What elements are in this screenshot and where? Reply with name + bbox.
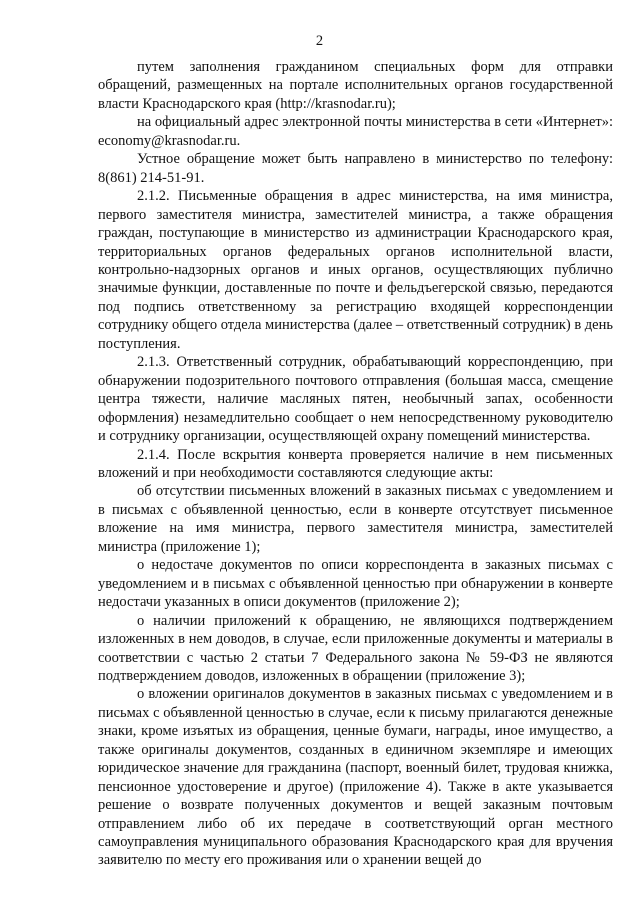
paragraph-act-no-enclosures: об отсутствии письменных вложений в заказных письмах с уведомлением и в письмах с объявленной ценностью, если в конверте отсутствует письменное вложение на имя министра, первого заместителя министра, заместителей министра (приложение 1); <box>98 483 613 555</box>
paragraph-act-originals: о вложении оригиналов документов в заказных письмах с уведомлением и в письмах с объявленной ценностью в случае, если к письму прилагаются денежные знаки, кроме изъятых из обращения, ценные бумаги, награды, иное имущество, а также оригиналы документов, созданных в единичном экземпляре и имеющих юридическое значение для гражданина (паспорт, военный билет, трудовая книжка, пенсионное удостоверение и другое) (приложение 4). Также в акте указывается решение о возврате полученных документов и вещей заказным почтовым отправлением либо об их передаче в соответствующий орган местного самоуправления муниципального образования Краснодарского края для вручения заявителю по месту его проживания или о хранении вещей до <box>98 686 613 869</box>
paragraph-act-attachments: о наличии приложений к обращению, не являющихся подтверждением изложенных в нем доводов, в случае, если приложенные документы и материалы в соответствии с частью 2 статьи 7 Федерального закона № 59-ФЗ не являются подтверждением доводов, изложенных в обращении (приложение 3); <box>98 612 613 684</box>
paragraph-email: на официальный адрес электронной почты министерства в сети «Интернет»: economy@krasnodar.ru. <box>98 114 613 149</box>
paragraph-2-1-2: 2.1.2. Письменные обращения в адрес министерства, на имя министра, первого заместителя министра, заместителей министра, а также обращения граждан, поступающие в министерство из администрации Краснодарского края, территориальных органов федеральных органов исполнительной власти, контрольно-надзорных органов и иных органов, осуществляющих публично значимые функции, доставленные по почте и фельдъегерской связью, передаются под подпись ответственному за регистрацию входящей корреспонденции сотруднику общего отдела министерства (далее – ответственный сотрудник) в день поступления. <box>98 188 613 352</box>
paragraph-2-1-4: 2.1.4. После вскрытия конверта проверяется наличие в нем письменных вложений и при необходимости составляются следующие акты: <box>98 446 613 481</box>
paragraph-2-1-3: 2.1.3. Ответственный сотрудник, обрабатывающий корреспонденцию, при обнаружении подозрительного почтового отправления (большая масса, смещение центра тяжести, наличие масляных пятен, необычный запах, особенности оформления) незамедлительно сообщает о нем непосредственному руководителю и сотруднику организации, осуществляющей охрану помещений министерства. <box>98 354 613 445</box>
page-number: 2 <box>315 33 324 49</box>
paragraph-phone: Устное обращение может быть направлено в министерство по телефону: 8(861) 214-51-91. <box>98 151 613 186</box>
paragraph-portal-forms: путем заполнения гражданином специальных форм для отправки обращений, размещенных на портале исполнительных органов государственной власти Краснодарского края (http://krasnodar.ru); <box>98 59 613 112</box>
paragraph-act-shortage: о недостаче документов по описи корреспондента в заказных письмах с уведомлением и в письмах с объявленной ценностью при обнаружении в конверте недостачи указанных в описи документов (приложение 2); <box>98 557 613 611</box>
document-body <box>98 58 613 870</box>
